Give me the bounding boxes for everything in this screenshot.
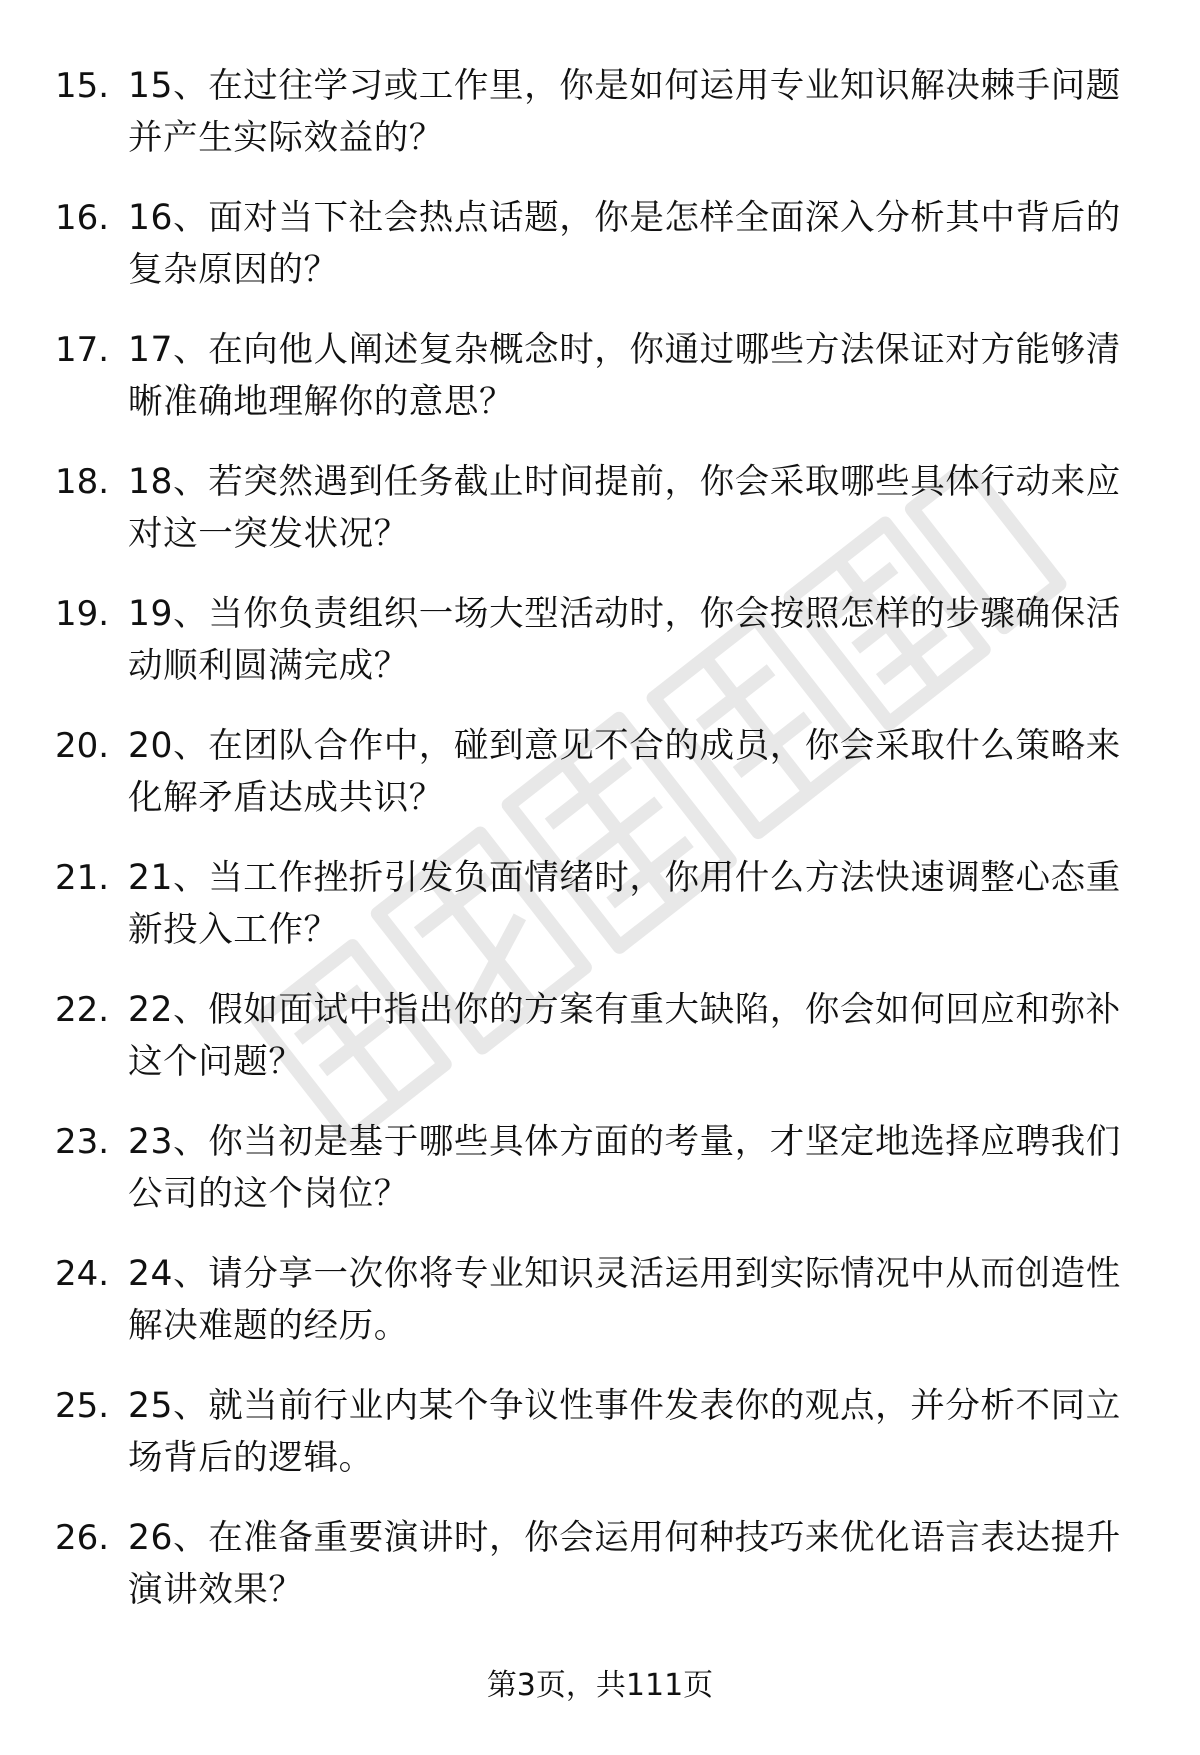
- list-item: [0, 60, 1200, 192]
- list-item: [0, 720, 1200, 852]
- question-number: 21.: [55, 858, 110, 898]
- question-number: 26.: [55, 1518, 110, 1558]
- question-text: 21、当工作挫折引发负面情绪时，你用什么方法快速调整心态重新投入工作？: [128, 858, 1121, 950]
- question-text: 25、就当前行业内某个争议性事件发表你的观点，并分析不同立场背后的逻辑。: [128, 1386, 1121, 1478]
- question-text: 22、假如面试中指出你的方案有重大缺陷，你会如何回应和弥补这个问题？: [128, 990, 1121, 1082]
- list-item: [0, 1248, 1200, 1380]
- question-text: 19、当你负责组织一场大型活动时，你会按照怎样的步骤确保活动顺利圆满完成？: [128, 594, 1121, 686]
- question-text: 23、你当初是基于哪些具体方面的考量，才坚定地选择应聘我们公司的这个岗位？: [128, 1122, 1121, 1214]
- question-text: 24、请分享一次你将专业知识灵活运用到实际情况中从而创造性解决难题的经历。: [128, 1254, 1121, 1346]
- question-number: 22.: [55, 990, 110, 1030]
- question-text: 18、若突然遇到任务截止时间提前，你会采取哪些具体行动来应对这一突发状况？: [128, 462, 1121, 554]
- list-item: [0, 456, 1200, 588]
- list-item: [0, 852, 1200, 984]
- list-item: [0, 1380, 1200, 1512]
- question-list: [0, 60, 1200, 1644]
- question-text: 26、在准备重要演讲时，你会运用何种技巧来优化语言表达提升演讲效果？: [128, 1518, 1121, 1610]
- list-item: [0, 588, 1200, 720]
- list-item: [0, 192, 1200, 324]
- list-item: [0, 1512, 1200, 1644]
- question-number: 15.: [55, 66, 110, 106]
- question-text: 15、在过往学习或工作里，你是如何运用专业知识解决棘手问题并产生实际效益的？: [128, 66, 1121, 158]
- question-number: 19.: [55, 594, 110, 634]
- question-number: 20.: [55, 726, 110, 766]
- question-text: 20、在团队合作中，碰到意见不合的成员，你会采取什么策略来化解矛盾达成共识？: [128, 726, 1121, 818]
- question-number: 23.: [55, 1122, 110, 1162]
- list-item: [0, 984, 1200, 1116]
- list-item: [0, 1116, 1200, 1248]
- page-footer: 第3页，共111页: [486, 1668, 714, 1703]
- question-number: 18.: [55, 462, 110, 502]
- question-number: 17.: [55, 330, 110, 370]
- question-number: 25.: [55, 1386, 110, 1426]
- question-number: 16.: [55, 198, 110, 238]
- question-text: 17、在向他人阐述复杂概念时，你通过哪些方法保证对方能够清晰准确地理解你的意思？: [128, 330, 1121, 422]
- question-number: 24.: [55, 1254, 110, 1294]
- list-item: [0, 324, 1200, 456]
- question-text: 16、面对当下社会热点话题，你是怎样全面深入分析其中背后的复杂原因的？: [128, 198, 1121, 290]
